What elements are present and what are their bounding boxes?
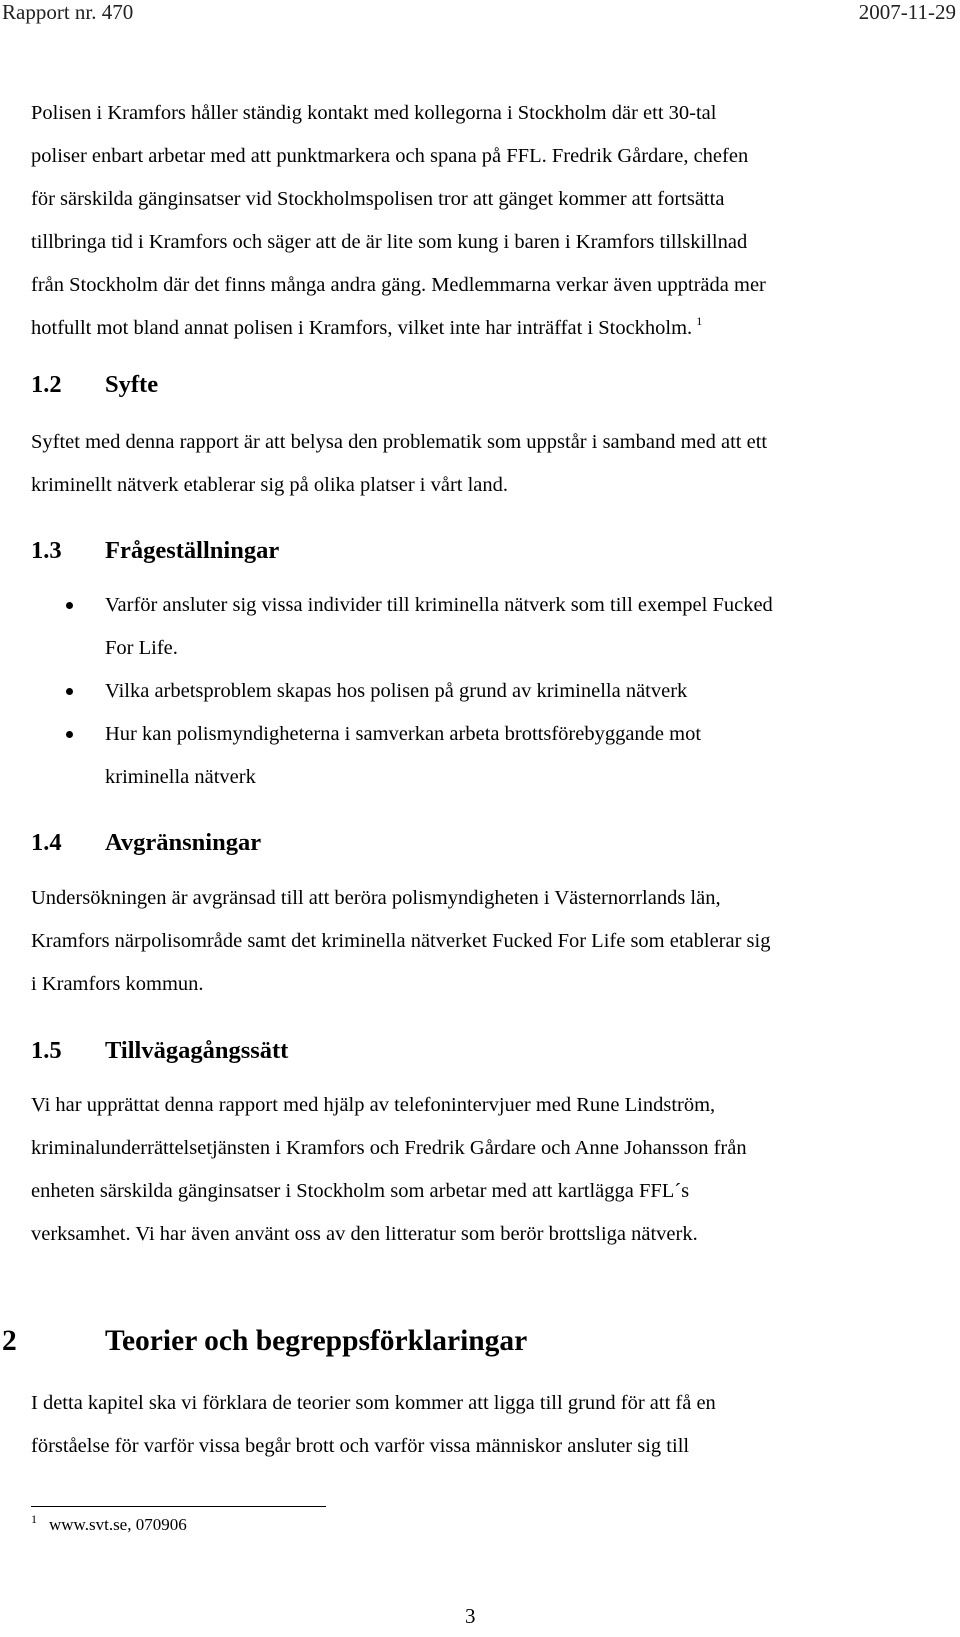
- list-item-line: Hur kan polismyndigheterna i samverkan arbeta brottsförebyggande mot: [105, 723, 702, 745]
- text-line: enheten särskilda gänginsatser i Stockholm som arbetar med att kartlägga FFL´s: [31, 1180, 690, 1202]
- text-line: i Kramfors kommun.: [31, 973, 204, 995]
- section-heading-syfte: [31, 371, 158, 399]
- list-item: [31, 713, 956, 799]
- chapter-number: 2: [2, 1325, 17, 1357]
- section-heading-avgransningar: [31, 829, 261, 857]
- page-header: [0, 0, 960, 30]
- section-title: Tillvägagångssätt: [105, 1037, 289, 1064]
- report-date: 2007-11-29: [858, 0, 956, 24]
- section-heading-fragestallningar: [31, 537, 279, 565]
- footnote-text: www.svt.se, 070906: [49, 1515, 187, 1534]
- text-line: tillbringa tid i Kramfors och säger att de är lite som kung i baren i Kramfors tillskillnad: [31, 231, 748, 253]
- text-line: [31, 307, 956, 352]
- text-line: Syftet med denna rapport är att belysa den problematik som uppstår i samband med att ett: [31, 431, 768, 453]
- chapter-heading: [2, 1325, 527, 1358]
- text-line: Kramfors närpolisområde samt det kriminella nätverket Fucked For Life som etablerar sig: [31, 930, 771, 952]
- section-number: 1.4: [31, 829, 62, 856]
- text-line: poliser enbart arbetar med att punktmarkera och spana på FFL. Fredrik Gårdare, chefen: [31, 145, 749, 167]
- list-item: [31, 670, 956, 713]
- section-title: Avgränsningar: [105, 829, 262, 856]
- text-line: I detta kapitel ska vi förklara de teorier som kommer att ligga till grund för att få en: [31, 1392, 716, 1414]
- bullet-icon: [66, 688, 73, 695]
- text-line: för särskilda gänginsatser vid Stockholmspolisen tror att gänget kommer att fortsätta: [31, 188, 725, 210]
- text-line: Polisen i Kramfors håller ständig kontakt med kollegorna i Stockholm där ett 30-tal: [31, 102, 717, 124]
- list-item-line: Varför ansluter sig vissa individer till kriminella nätverk som till exempel Fucked: [105, 594, 773, 616]
- text-line: förståelse för varför vissa begår brott och varför vissa människor ansluter sig till: [31, 1435, 690, 1457]
- text-line: Undersökningen är avgränsad till att beröra polismyndigheten i Västernorrlands län,: [31, 887, 721, 909]
- question-list: [31, 584, 956, 799]
- footnote: [31, 1512, 187, 1535]
- text-line: verksamhet. Vi har även använt oss av den litteratur som berör brottsliga nätverk.: [31, 1223, 698, 1245]
- list-item-line: kriminella nätverk: [105, 766, 256, 788]
- section-number: 1.3: [31, 537, 62, 564]
- text-line: kriminalunderrättelsetjänsten i Kramfors och Fredrik Gårdare och Anne Johansson från: [31, 1137, 747, 1159]
- list-item-line: For Life.: [105, 637, 178, 659]
- text-line: kriminellt nätverk etablerar sig på olika platser i vårt land.: [31, 474, 509, 496]
- section-number: 1.5: [31, 1037, 62, 1064]
- list-item-line: Vilka arbetsproblem skapas hos polisen på grund av kriminella nätverk: [105, 680, 688, 702]
- syfte-paragraph: [31, 421, 956, 507]
- footnote-number: 1: [31, 1512, 37, 1526]
- bullet-icon: [66, 731, 73, 738]
- text-line: från Stockholm där det finns många andra gäng. Medlemmarna verkar även uppträda mer: [31, 274, 766, 296]
- section-heading-tillvagagangssatt: [31, 1037, 288, 1065]
- section-number: 1.2: [31, 371, 62, 398]
- avgransningar-paragraph: [31, 877, 956, 1006]
- report-number: Rapport nr. 470: [2, 0, 134, 24]
- list-item: [31, 584, 956, 670]
- tillvagagangssatt-paragraph: [31, 1084, 956, 1256]
- text-line-content: hotfullt mot bland annat polisen i Kramfors, vilket inte har inträffat i Stockholm.: [31, 317, 693, 339]
- section-title: Frågeställningar: [105, 537, 280, 564]
- footnote-reference: 1: [696, 314, 703, 328]
- intro-paragraph: [31, 92, 956, 352]
- chapter-intro-paragraph: [31, 1382, 956, 1468]
- section-title: Syfte: [105, 371, 159, 398]
- text-line: Vi har upprättat denna rapport med hjälp av telefonintervjuer med Rune Lindström,: [31, 1094, 716, 1116]
- footnote-divider: [31, 1506, 326, 1507]
- bullet-icon: [66, 602, 73, 609]
- chapter-title: Teorier och begreppsförklaringar: [105, 1325, 528, 1357]
- page-number: 3: [465, 1604, 476, 1628]
